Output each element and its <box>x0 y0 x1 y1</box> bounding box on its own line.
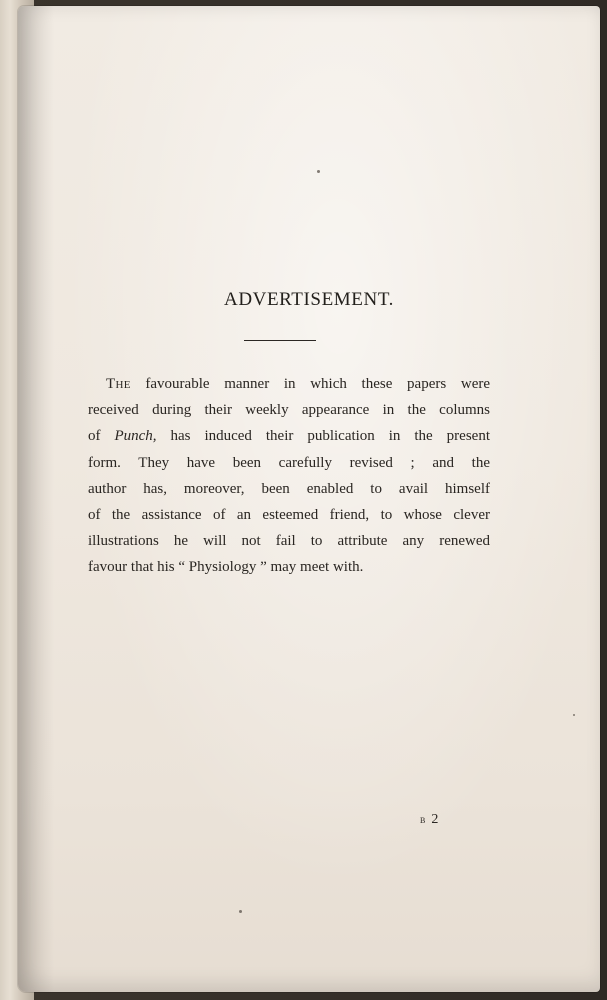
signature-letter: b <box>420 812 427 826</box>
line-text: has induced their publication in the present <box>156 428 490 445</box>
line-text: favourable manner in which these papers were <box>130 376 490 392</box>
paragraph-line: of the assistance of an esteemed friend, to whose clever <box>88 507 490 524</box>
paper-speck <box>573 714 575 716</box>
signature-number: 2 <box>431 812 440 827</box>
paragraph-line: favour that his “ Physiology ” may meet with. <box>88 559 364 576</box>
title-rule <box>244 340 316 341</box>
advertisement-paragraph <box>88 371 490 581</box>
signature-mark <box>420 812 439 828</box>
paragraph-line: illustrations he will not fail to attribute any renewed <box>88 533 490 550</box>
page-title: ADVERTISEMENT. <box>224 289 394 310</box>
paragraph-line: received during their weekly appearance in the columns <box>88 402 490 419</box>
gutter-shadow <box>18 6 54 992</box>
line-text: of <box>88 428 115 445</box>
punch-title: Punch, <box>114 428 157 445</box>
paper-speck <box>317 170 320 173</box>
book-page <box>18 6 600 992</box>
paragraph-line: author has, moreover, been enabled to avail himself <box>88 480 490 497</box>
paragraph-line: form. They have been carefully revised ; and the <box>88 454 490 471</box>
dropcap-word: The <box>106 376 131 392</box>
paragraph-line <box>88 423 490 449</box>
paragraph-line <box>88 371 490 397</box>
paper-speck <box>239 910 242 913</box>
